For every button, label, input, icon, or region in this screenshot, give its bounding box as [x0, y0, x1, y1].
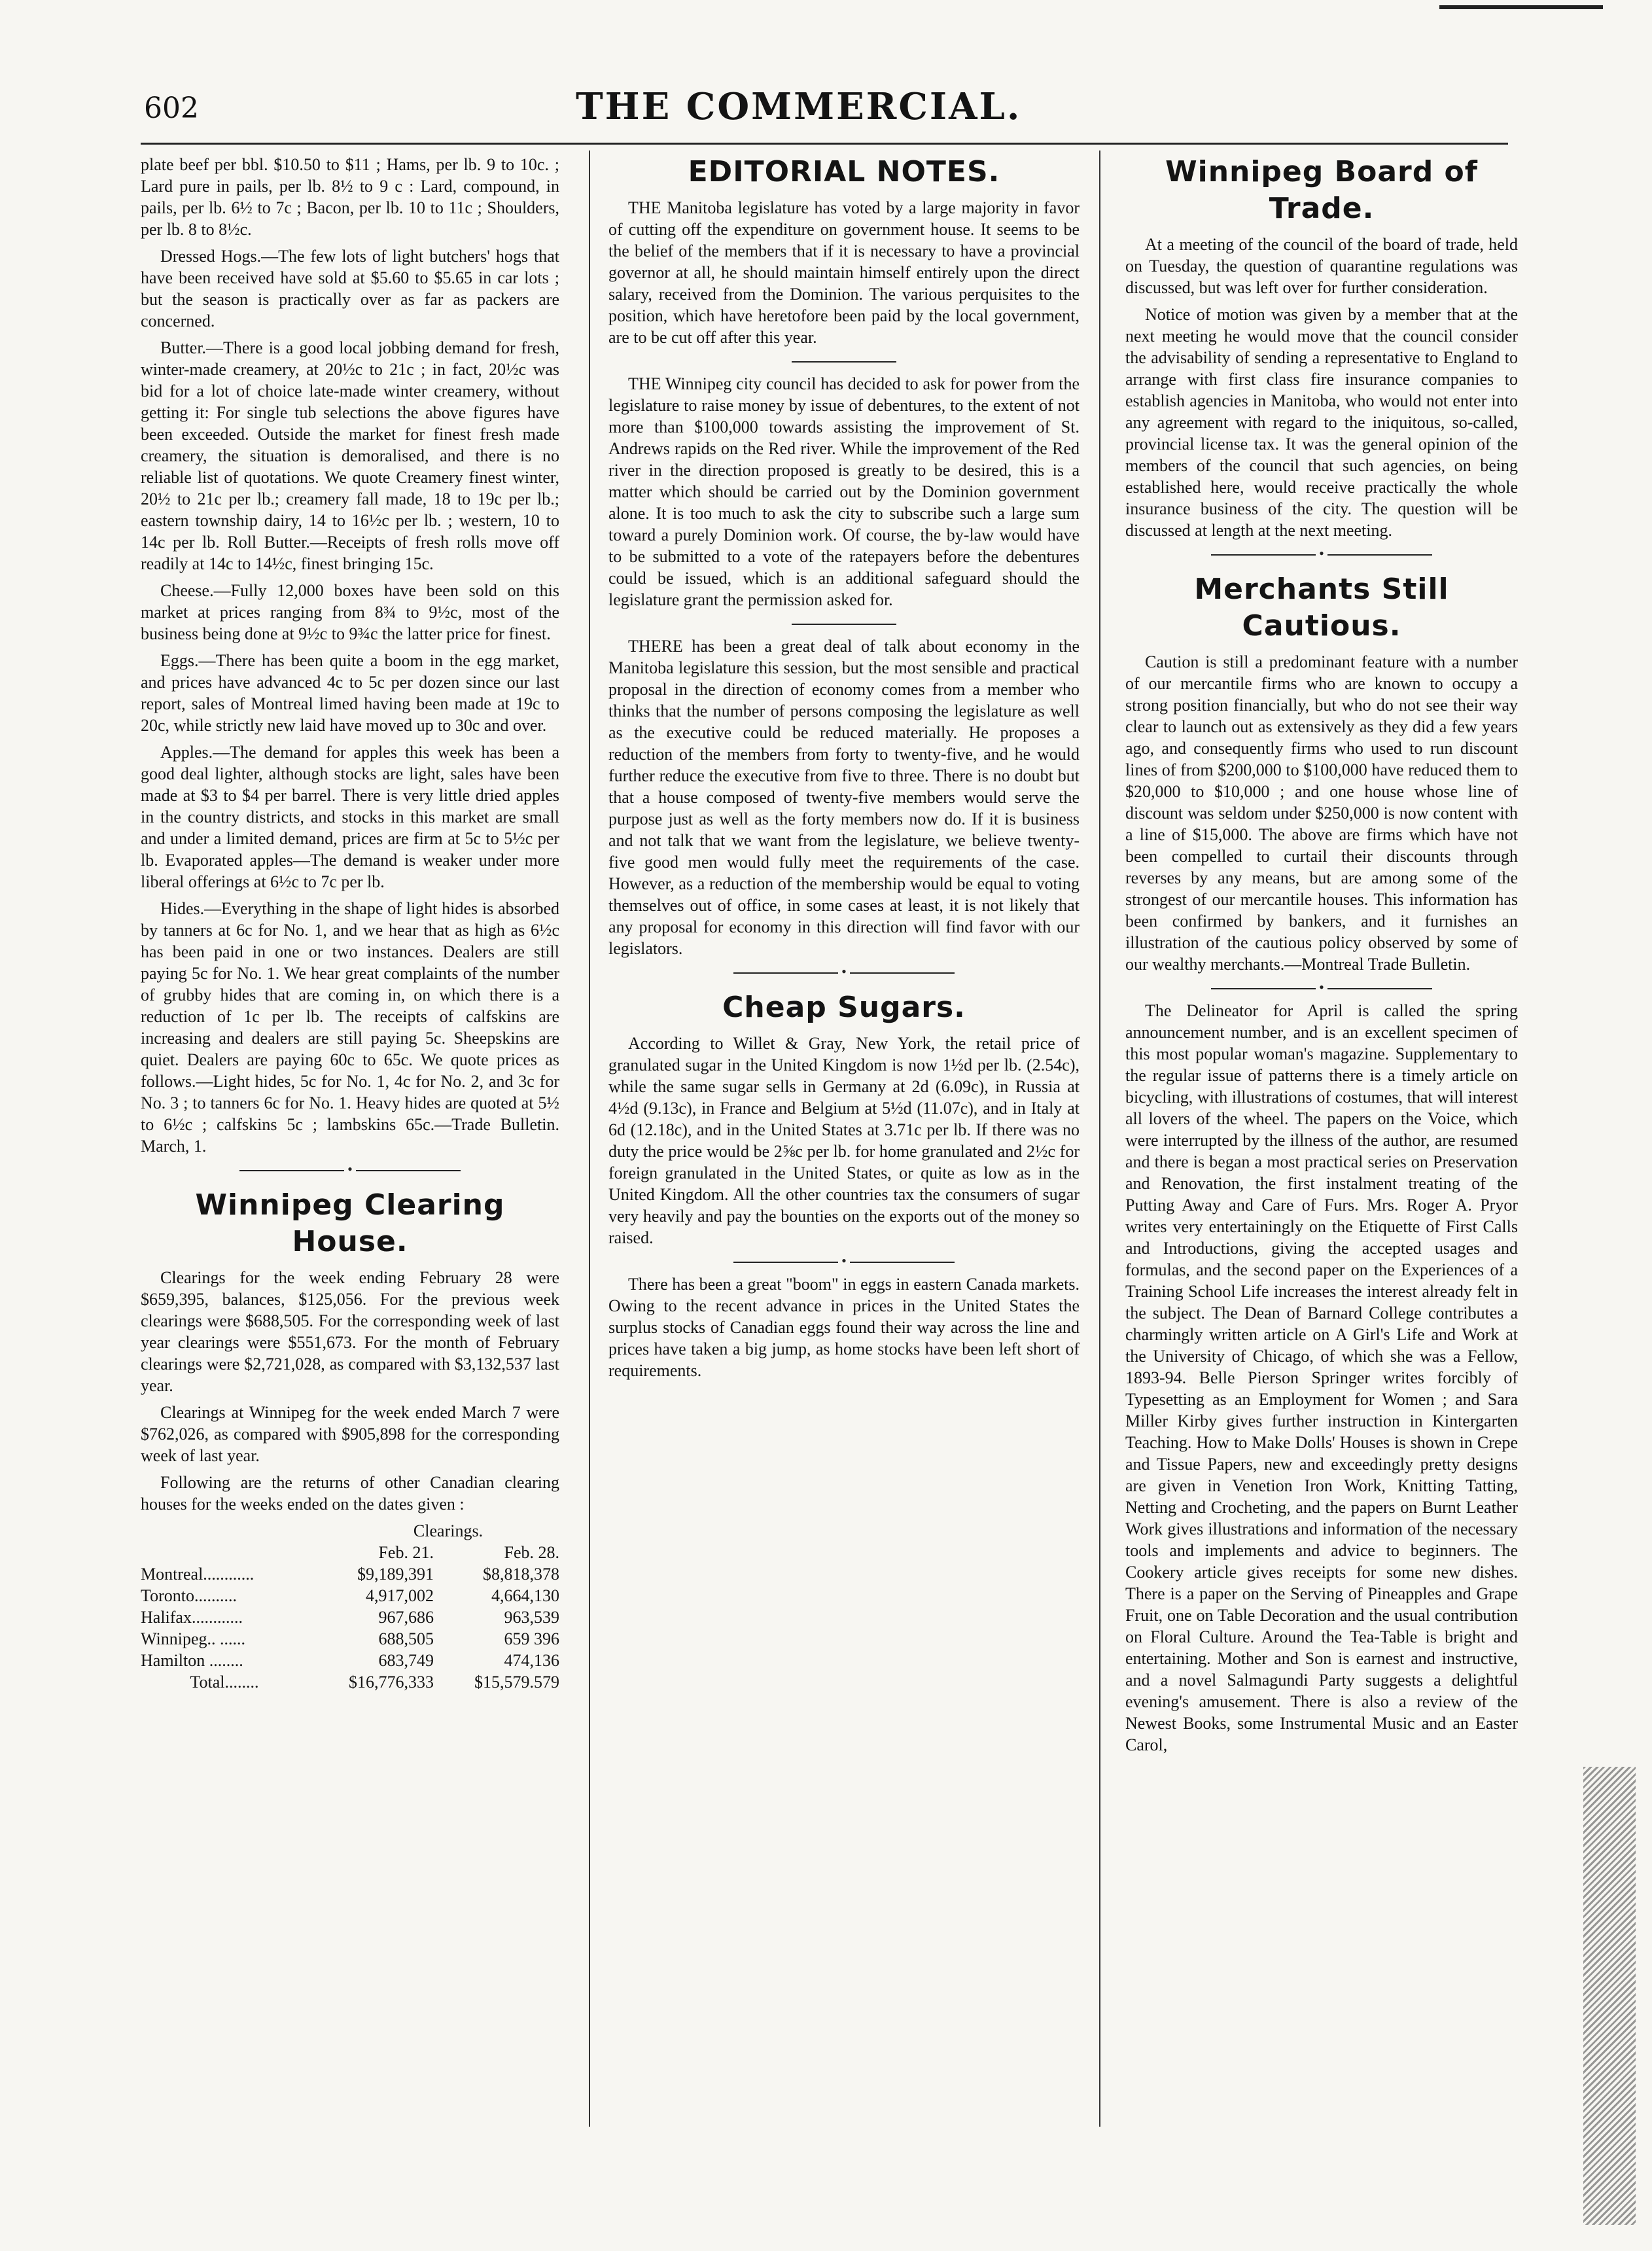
- table-cell: 4,917,002: [365, 1586, 434, 1605]
- right-column: [1125, 154, 1518, 1761]
- board-paragraph: Notice of motion was given by a member that at the next meeting he would move that the council consider the advisability of sending a representative to England to arrange with first class fire insurance companies to establish agencies in Manitoba, who would not enter into any agreement with regard to the iniquitous, so-called, provincial license tax. It was the general opinion of the members of the council that such agencies, on being established here, would receive practically the whole insurance business of the city. The question will be discussed at length at the next meeting.: [1125, 305, 1518, 540]
- market-butter: Butter.—There is a good local jobbing demand for fresh, winter-made creamery, at 20½c to 21c ; in fact, 20½c was bid for a lot of choice late-made winter creamery, without getting it: For single tub selections the above figures have been exceeded. Outside the market for finest fresh made creamery, the situation is demoralised, and there is no reliable list of quotations. We quote Creamery finest winter, 20½ to 21c per lb.; creamery fall made, 18 to 19c per lb.; eastern township dairy, 14 to 16½c per lb. ; western, 10 to 14c per lb. Roll Butter.—Receipts of fresh rolls move off readily at 14c to 14½c, finest bringing 15c.: [141, 338, 559, 573]
- merchants-heading: Merchants Still Cautious.: [1194, 573, 1449, 643]
- top-rule-fragment: [1439, 5, 1603, 9]
- table-total-label: Total........: [190, 1673, 259, 1692]
- section-separator: [608, 616, 1080, 630]
- margin-engraving: [1583, 1767, 1636, 2225]
- editorial-notes-heading: EDITORIAL NOTES.: [688, 155, 1000, 188]
- section-separator: •: [1125, 546, 1518, 561]
- section-separator: [608, 353, 1080, 368]
- clearing-paragraph: Clearings for the week ending February 28 were $659,395, balances, $125,056. For the previous week clearings were $688,505. For the corresponding week of last year clearings were $551,673. For the month of February clearings were $2,721,028, as compared with $3,132,537 last year.: [141, 1268, 559, 1395]
- table-column-header: Feb. 28.: [504, 1543, 559, 1562]
- table-cell-city: Halifax............: [141, 1608, 243, 1627]
- table-cell: 963,539: [504, 1608, 559, 1627]
- clearing-paragraph: Following are the returns of other Canadian clearing houses for the weeks ended on the dates given :: [141, 1473, 559, 1514]
- table-column-header: Feb. 21.: [378, 1543, 434, 1562]
- table-total-cell: $16,776,333: [348, 1673, 434, 1692]
- section-separator: •: [608, 965, 1080, 979]
- board-paragraph: At a meeting of the council of the board of trade, held on Tuesday, the question of quarantine regulations was discussed, but was left over for further consideration.: [1125, 235, 1518, 297]
- table-cell-city: Hamilton ........: [141, 1651, 243, 1670]
- table-row: [141, 1585, 559, 1606]
- eggs-boom-paragraph: There has been a great "boom" in eggs in eastern Canada markets. Owing to the recent advance in prices in the United States the surplus stocks of Canadian eggs found their way across the line and prices have taken a big jump, as home stocks have been left short of requirements.: [608, 1275, 1080, 1380]
- table-row: [141, 1650, 559, 1671]
- section-separator: •: [1125, 980, 1518, 995]
- table-cell: 967,686: [378, 1608, 434, 1627]
- table-row: [141, 1563, 559, 1585]
- column-divider: [589, 151, 590, 2127]
- clearings-table-group-header: Clearings.: [413, 1521, 483, 1540]
- section-separator: •: [141, 1162, 559, 1177]
- column-divider: [1099, 151, 1100, 2127]
- market-intro: plate beef per bbl. $10.50 to $11 ; Hams, per lb. 9 to 10c. ; Lard pure in pails, per lb. 8½ to 9 c : Lard, compound, in pails, per lb. 6½ to 7c ; Bacon, per lb. 10 to 11c ; Shoulders, per lb. 8 to 8½c.: [141, 155, 559, 239]
- sugar-paragraph: According to Willet & Gray, New York, the retail price of granulated sugar in the United Kingdom is now 1½d per lb. (2.54c), while the same sugar sells in Germany at 2d (6.09c), in Russia at 4½d (9.13c), in France and Belgium at 5½d (11.07c), and in Italy at 6d (12.18c), and in the United States at 3.71c per lb. If there was no duty the price would be 2⅝c per lb. for home granulated and 2½c for foreign granulated in the United States, or quite as low as in the United Kingdom. All the other countries tax the consumers of sugar very heavily and pay the bounties on the exports out of the money so raised.: [608, 1034, 1080, 1247]
- clearings-table: [141, 1542, 559, 1693]
- section-separator: •: [608, 1254, 1080, 1268]
- table-total-cell: $15,579.579: [474, 1673, 559, 1692]
- delineator-paragraph: The Delineator for April is called the spring announcement number, and is an excellent specimen of this most popular woman's magazine. Supplementary to the regular issue of patterns there is a timely article on bicycling, with illustrations of costumes, that will interest all lovers of the wheel. The papers on the Voice, which were interrupted by the illness of the author, are resumed and there is began a most practical series on Preservation and Renovation, the first instalment treating of the Putting Away and Care of Furs. Mrs. Roger A. Pryor writes very entertainingly on the Etiquette of First Calls and Introductions, giving the accepted usages and formulas, and the second paper on the Experiences of a Training School Life increases the interest already felt in the subject. The Dean of Barnard College contributes a charmingly written article on A Girl's Life and Work at the University of Chicago, of which she was a Fellow, 1893-94. Belle Pierson Springer writes forcibly of Typesetting as an Employment for Women ; and Sara Miller Kirby gives further instruction in Kintergarten Teaching. How to Make Dolls' Houses is shown in Crepe and Tissue Papers, new and exceedingly pretty designs are given in Venetion Iron Work, Knitting Tatting, Netting and Crocheting, and the papers on Burnt Leather Work gives illustrations and information of the necessary tools and implements and advice to beginners. The Cookery article gives receipts for some new dishes. There is a paper on the Serving of Pineapples and Grape Fruit, one on Table Decoration and the usual contribution on Floral Culture. Around the Tea-Table is bright and entertaining. Mother and Son is earnest and instructive, and a novel Salmagundi Party suggests a delightful evening's amusement. There is also a review of the Newest Books, some Instrumental Music and an Easter Carol,: [1125, 1001, 1518, 1754]
- page-number: 602: [144, 92, 199, 125]
- editorial-paragraph: THE Manitoba legislature has voted by a large majority in favor of cutting off the expenditure on government house. It seems to be the belief of the members that if it is necessary to have a provincial governor at all, he should maintain himself entirely upon the direct salary, received from the Dominion. The various perquisites to the position, which have heretofore been paid by the local government, are to be cut off after this year.: [608, 198, 1080, 347]
- table-cell: $9,189,391: [357, 1565, 434, 1584]
- table-row: [141, 1628, 559, 1650]
- table-cell-city: Winnipeg.. ......: [141, 1629, 245, 1648]
- clearing-paragraph: Clearings at Winnipeg for the week ended March 7 were $762,026, as compared with $905,898 for the corresponding week of last year.: [141, 1403, 559, 1465]
- table-cell: 688,505: [378, 1629, 434, 1648]
- editorial-paragraph: THE Winnipeg city council has decided to ask for power from the legislature to raise money by issue of debentures, to the extent of not more than $100,000 towards assisting the improvement of St. Andrews rapids on the Red river. While the improvement of the Red river in the direction proposed is greatly to be desired, this is a matter which should be carried out by the Dominion government alone. It is too much to ask the city to subscribe such a large sum toward a purely Dominion work. Of course, the by-law would have to be submitted to a vote of the ratepayers before the debentures could be issued, which is an additional safeguard should the legislature grant the permission asked for.: [608, 374, 1080, 609]
- masthead: THE COMMERCIAL.: [576, 85, 1022, 128]
- market-hogs: Dressed Hogs.—The few lots of light butchers' hogs that have been received have sold at $5.60 to $5.65 in car lots ; but the season is practically over as far as packers are concerned.: [141, 247, 559, 330]
- table-total-row: [141, 1671, 559, 1693]
- cheap-sugars-heading: Cheap Sugars.: [722, 991, 966, 1024]
- table-cell-city: Toronto..........: [141, 1586, 237, 1605]
- table-cell: 4,664,130: [491, 1586, 559, 1605]
- table-cell: $8,818,378: [483, 1565, 559, 1584]
- market-apples: Apples.—The demand for apples this week has been a good deal lighter, although stocks are light, sales have been made at $3 to $4 per barrel. There is very little dried apples in the country districts, and stocks in this market are small and under a limited demand, prices are firm at 5c to 5½c per lb. Evaporated apples—The demand is weaker under more liberal offerings at 6½c to 7c per lb.: [141, 743, 559, 891]
- table-cell: 659 396: [504, 1629, 559, 1648]
- left-column: [141, 154, 559, 1693]
- market-cheese: Cheese.—Fully 12,000 boxes have been sold on this market at prices ranging from 8¾ to 9½c, most of the business being done at 9½c to 9¾c the latter price for finest.: [141, 581, 559, 643]
- middle-column: [608, 154, 1080, 1387]
- table-cell: 474,136: [504, 1651, 559, 1670]
- market-hides: Hides.—Everything in the shape of light hides is absorbed by tanners at 6c for No. 1, and we hear that as high as 6½c has been paid in one or two instances. Dealers are still paying 5c for No. 1. We hear great complaints of the number of grubby hides that are coming in, on which there is a reduction of 1c per lb. The receipts of calfskins are increasing and dealers are still paying 5c. Sheepskins are quiet. Dealers are paying 60c to 65c. We quote prices as follows.—Light hides, 5c for No. 1, 4c for No. 2, and 3c for No. 3 ; to tanners 6c for No. 1. Heavy hides are quoted at 5½ to 6½c ; calfskins 5c ; lambskins 65c.—Trade Bulletin. March, 1.: [141, 899, 559, 1156]
- table-cell-city: Montreal............: [141, 1565, 255, 1584]
- editorial-paragraph: THERE has been a great deal of talk about economy in the Manitoba legislature this session, but the most sensible and practical proposal in the direction of economy comes from a member who thinks that the number of persons composing the legislature as well as the executive could be reduced materially. He proposes a reduction of the members from forty to twenty-five, and he would further reduce the executive from five to three. There is no doubt but that a house composed of twenty-five members would serve the purpose just as well as the forty members now do. If it is business and not talk that we want from the legislature, we believe twenty-five good men would fully meet the requirements of the case. However, as a reduction of the membership would be equal to voting themselves out of office, in some cases at least, it is not likely that any proposal for economy in this direction will find favor with our legislators.: [608, 637, 1080, 958]
- merchants-paragraph: Caution is still a predominant feature with a number of our mercantile firms who are known to occupy a strong position financially, but who do not see their way clear to launch out as extensively as they did a few years ago, and consequently firms who used to run discount lines of from $200,000 to $100,000 have reduced them to $20,000 to $10,000 ; and one house whose line of discount was seldom under $250,000 is now content with a line of $15,000. The above are firms which have not been compelled to curtail their discounts through reverses by any means, but are among some of the strongest of our mercantile houses. This information has been confirmed by bankers, and it furnishes an illustration of the cautious policy observed by some of our wealthy merchants.—Montreal Trade Bulletin.: [1125, 652, 1518, 974]
- board-of-trade-heading: Winnipeg Board of Trade.: [1165, 155, 1478, 225]
- market-eggs: Eggs.—There has been quite a boom in the egg market, and prices have advanced 4c to 5c per dozen since our last report, sales of Montreal limed having been made at 19c to 20c, while strictly new laid have moved up to 30c and over.: [141, 651, 559, 735]
- header-rule: [141, 143, 1508, 145]
- clearing-house-heading: Winnipeg Clearing House.: [195, 1188, 505, 1258]
- table-row: [141, 1606, 559, 1628]
- table-cell: 683,749: [378, 1651, 434, 1670]
